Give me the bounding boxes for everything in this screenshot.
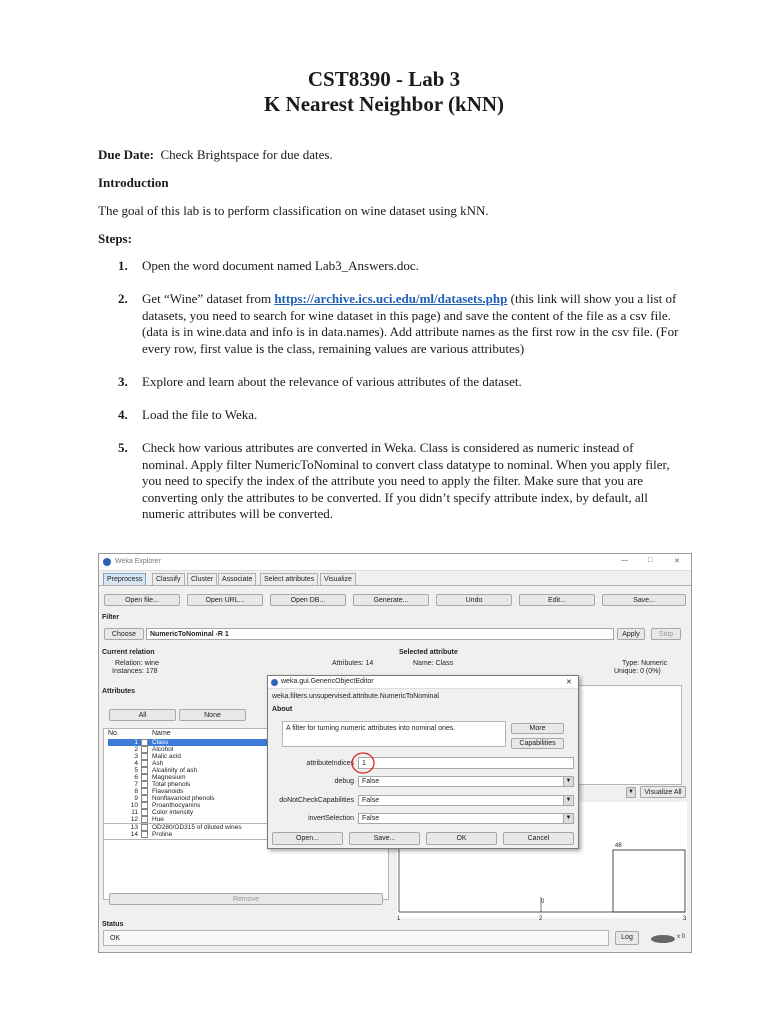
attributes-count: Attributes: 14 [332,660,374,667]
attribute-list-tail [103,824,277,840]
steps-heading: Steps: [98,231,132,246]
chevron-down-icon: ▼ [563,814,573,823]
invert-selection-label: invertSelection [308,815,354,822]
list-item[interactable]: 14 Proline [130,831,173,838]
due-date-label: Due Date: [98,147,154,162]
tab-associate[interactable]: Associate [218,573,256,585]
do-not-check-capabilities-select[interactable]: False ▼ [358,795,574,806]
weka-window-title: Weka Explorer [115,558,161,565]
apply-button[interactable]: Apply [617,628,645,640]
instances-count: Instances: 178 [112,668,158,675]
task-count: x 0 [677,934,686,940]
edit-button[interactable]: Edit... [519,594,595,606]
chevron-down-icon: ▼ [563,796,573,805]
step-text: Load the file to Weka. [142,407,258,422]
weka-bird-icon [271,679,278,686]
tab-divider [99,585,691,586]
more-button[interactable]: More [511,723,564,734]
tab-preprocess[interactable]: Preprocess [103,573,146,585]
step-text: Get “Wine” dataset from https://archive.ics.uci.edu/ml/datasets.php (this link will show you a list of datasets, you need to search for wine dataset in this page) and save the content of the file as a csv file. (data is in wine.data and info is in data.names). Add attribute names as the first row in the csv file. (For every row, first value is the class, remaining values are various attributes) [142,291,679,356]
filter-class-path: weka.filters.unsupervised.attribute.NumericToNominal [272,693,439,700]
step-text: Check how various attributes are converted in Weka. Class is considered as numeric instead of nominal. Apply filter NumericToNominal to convert class datatype to nominal. When you apply filer, you need to specify the index of the attribute you need to apply the filter. Make sure that you are converting only the attributes to be converted. If you didn’t specify attribute index, by default, all numeric attributes will be converted. [142,440,670,521]
remove-button[interactable]: Remove [109,893,383,905]
doc-title-topic: K Nearest Neighbor (kNN) [263,92,505,116]
selected-attribute-unique: Unique: 0 (0%) [614,668,661,675]
choose-filter-button[interactable]: Choose [104,628,144,640]
weka-bird-status-icon [651,935,675,943]
tab-visualize[interactable]: Visualize [320,573,356,585]
dialog-save-button[interactable]: Save... [349,832,420,845]
tab-select-attributes[interactable]: Select attributes [260,573,318,585]
step-number: 5. [118,440,128,455]
axis-tick-label: 3 [683,916,687,922]
dialog-title-bar [268,676,578,689]
axis-tick-label: 1 [397,916,401,922]
step-text: Explore and learn about the relevance of various attributes of the dataset. [142,374,522,389]
select-none-button[interactable]: None [179,709,246,721]
step-number: 2. [118,291,128,306]
undo-button[interactable]: Undo [436,594,512,606]
generic-object-editor-dialog [267,675,579,849]
list-item[interactable]: 10 Proanthocyanins [130,802,201,809]
list-item[interactable]: 13 OD280/OD315 of diluted wines [130,824,242,831]
list-item[interactable]: 4 Ash [134,760,164,767]
close-icon[interactable]: ✕ [566,679,572,686]
list-item[interactable]: 12 Hue [130,816,164,823]
introduction-heading: Introduction [98,175,169,190]
step-number: 3. [118,374,128,389]
step-number: 1. [118,258,128,273]
status-bar [103,930,609,946]
highlight-circle [350,750,376,776]
about-label: About [272,706,293,713]
attribute-list [103,728,277,824]
status-section-label: Status [102,921,124,928]
debug-select[interactable]: False ▼ [358,776,574,787]
invert-selection-select[interactable]: False ▼ [358,813,574,824]
filter-field[interactable]: NumericToNominal -R 1 [146,628,614,640]
selected-attribute-type: Type: Numeric [622,660,668,667]
histogram-bar-label: 48 [615,843,622,849]
status-text: OK [110,935,121,942]
select-all-button[interactable]: All [109,709,176,721]
save-button[interactable]: Save... [602,594,686,606]
list-item[interactable]: 8 Flavanoids [134,788,184,795]
maximize-button[interactable]: □ [648,557,653,564]
log-button[interactable]: Log [615,931,639,945]
current-relation-label: Current relation [102,649,155,656]
about-text: A filter for turning numeric attributes into nominal ones. [282,721,506,747]
weka-explorer-screenshot [98,553,692,953]
list-item[interactable]: 5 Alcalinity of ash [134,767,198,774]
stop-button[interactable]: Stop [651,628,681,640]
open-file-button[interactable]: Open file... [104,594,180,606]
capabilities-button[interactable]: Capabilities [511,738,564,749]
list-item[interactable]: 2 Alcohol [134,746,174,753]
list-item[interactable]: 3 Malic acid [134,753,181,760]
generate-button[interactable]: Generate... [353,594,429,606]
introduction-text: The goal of this lab is to perform classification on wine dataset using kNN. [98,203,489,218]
due-date-text: Check Brightspace for due dates. [160,147,333,162]
minimize-button[interactable]: — [621,557,628,564]
uci-datasets-link[interactable]: https://archive.ics.uci.edu/ml/datasets.php [274,291,508,306]
attribute-list-empty-area [103,840,389,900]
selected-attribute-name: Name: Class [413,660,454,667]
open-url-button[interactable]: Open URL... [187,594,263,606]
step-number: 4. [118,407,128,422]
debug-label: debug [334,778,354,785]
list-item[interactable]: 1 Class [108,739,278,746]
column-no-header: No. [108,730,119,737]
list-item[interactable]: 11 Color intensity [131,809,194,816]
tab-cluster[interactable]: Cluster [187,573,217,585]
close-button[interactable]: ✕ [674,558,680,565]
filter-section-label: Filter [102,614,120,621]
due-date-line [98,147,333,163]
selected-attribute-label: Selected attribute [399,649,458,656]
dialog-open-button[interactable]: Open... [272,832,343,845]
histogram-bar [613,850,685,912]
visualize-all-button[interactable]: Visualize All [640,786,686,798]
relation-name: Relation: wine [115,660,159,667]
weka-title-bar [99,554,691,571]
attributes-section-label: Attributes [102,688,136,695]
weka-bird-icon [103,558,111,566]
doc-title-course: CST8390 - Lab 3 [307,67,461,91]
attribute-indices-label: attributeIndices [306,760,354,767]
dialog-title: weka.gui.GenericObjectEditor [281,678,374,685]
histogram-mid-label: 0 [541,899,545,905]
do-not-check-capabilities-label: doNotCheckCapabilities [279,797,354,804]
open-db-button[interactable]: Open DB... [270,594,346,606]
list-item[interactable]: 6 Magnesium [134,774,186,781]
attribute-indices-input[interactable]: 1 [358,757,574,769]
axis-tick-label: 2 [539,916,543,922]
class-dropdown-arrow-icon[interactable]: ▼ [626,787,636,798]
chevron-down-icon: ▼ [563,777,573,786]
list-item[interactable]: 7 Total phenols [134,781,191,788]
dialog-cancel-button[interactable]: Cancel [503,832,574,845]
dialog-ok-button[interactable]: OK [426,832,497,845]
tab-classify[interactable]: Classify [152,573,185,585]
step-text: Open the word document named Lab3_Answers.doc. [142,258,419,273]
column-name-header: Name [152,730,171,737]
list-item[interactable]: 9 Nonflavanoid phenols [134,795,215,802]
